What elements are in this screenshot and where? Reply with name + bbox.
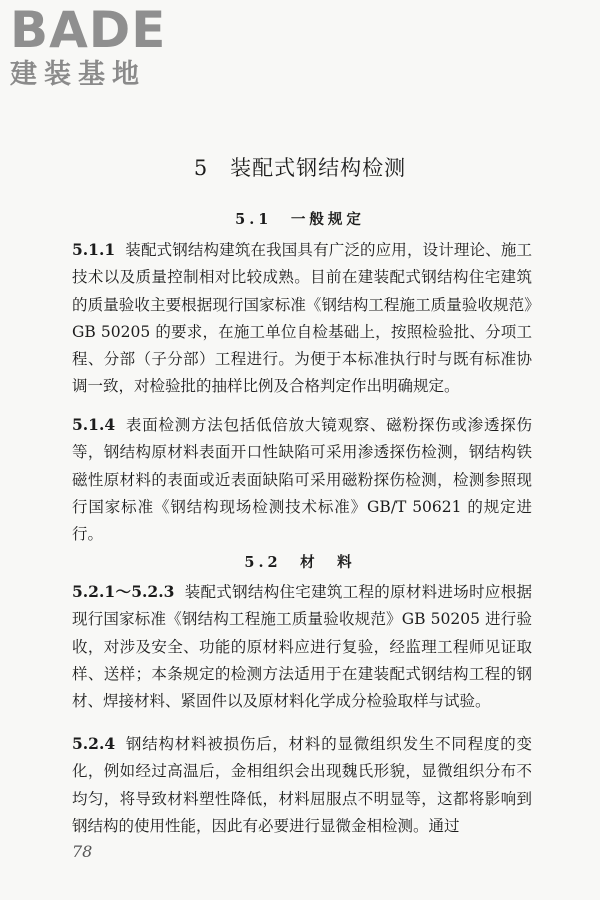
logo-mark: BADE (10, 1, 167, 59)
logo-subtitle: 建装基地 (10, 59, 146, 90)
bade-logo (10, 1, 180, 92)
clause-text: 表面检测方法包括低倍放大镜观察、磁粉探伤或渗透探伤等，钢结构原材料表面开口性缺陷可采用渗透探伤检测，钢结构铁磁性原材料的表面或近表面缺陷可采用磁粉探伤检测，检测参照现行国家标准《钢结构现场检测技术标准》GB/T 50621 的规定进行。 (72, 416, 532, 544)
clause-number: 5.2.4 (72, 734, 116, 753)
chapter-title: 5 装配式钢结构检测 (193, 156, 407, 180)
section-title-5-1: 5.1 一般规定 (235, 211, 365, 228)
clause-number: 5.1.1 (72, 240, 116, 259)
clause-text: 钢结构材料被损伤后，材料的显微组织发生不同程度的变化，例如经过高温后，金相组织会出现魏氏形貌，显微组织分布不均匀，将导致材料塑性降低，材料屈服点不明显等，这都将影响到钢结构的使用性能，因此有必要进行显微金相检测。通过 (72, 735, 532, 835)
page-number: 78 (72, 842, 93, 861)
clause-5-2-4 (72, 730, 532, 840)
clause-number: 5.1.4 (72, 415, 116, 434)
clause-5-1-1 (72, 236, 532, 401)
clause-5-1-4 (72, 411, 532, 548)
clause-text: 装配式钢结构住宅建筑工程的原材料进场时应根据现行国家标准《钢结构工程施工质量验收规范》GB 50205 进行验收，对涉及安全、功能的原材料应进行复验，经监理工程师见证取样、送样；本条规定的检测方法适用于在建装配式钢结构工程的钢材、焊接材料、紧固件以及原材料化学成分检验取样与试验。 (72, 583, 532, 711)
clause-text: 装配式钢结构建筑在我国具有广泛的应用，设计理论、施工技术以及质量控制相对比较成熟。目前在建装配式钢结构住宅建筑的质量验收主要根据现行国家标准《钢结构工程施工质量验收规范》GB 50205 的要求，在施工单位自检基础上，按照检验批、分项工程、分部（子分部）工程进行。为便于本标准执行时与既有标准协调一致，对检验批的抽样比例及合格判定作出明确规定。 (72, 241, 532, 396)
clause-number: 5.2.1～5.2.3 (72, 582, 175, 601)
clause-5-2-1-to-5-2-3 (72, 578, 532, 715)
section-title-5-2: 5.2 材 料 (244, 554, 356, 571)
